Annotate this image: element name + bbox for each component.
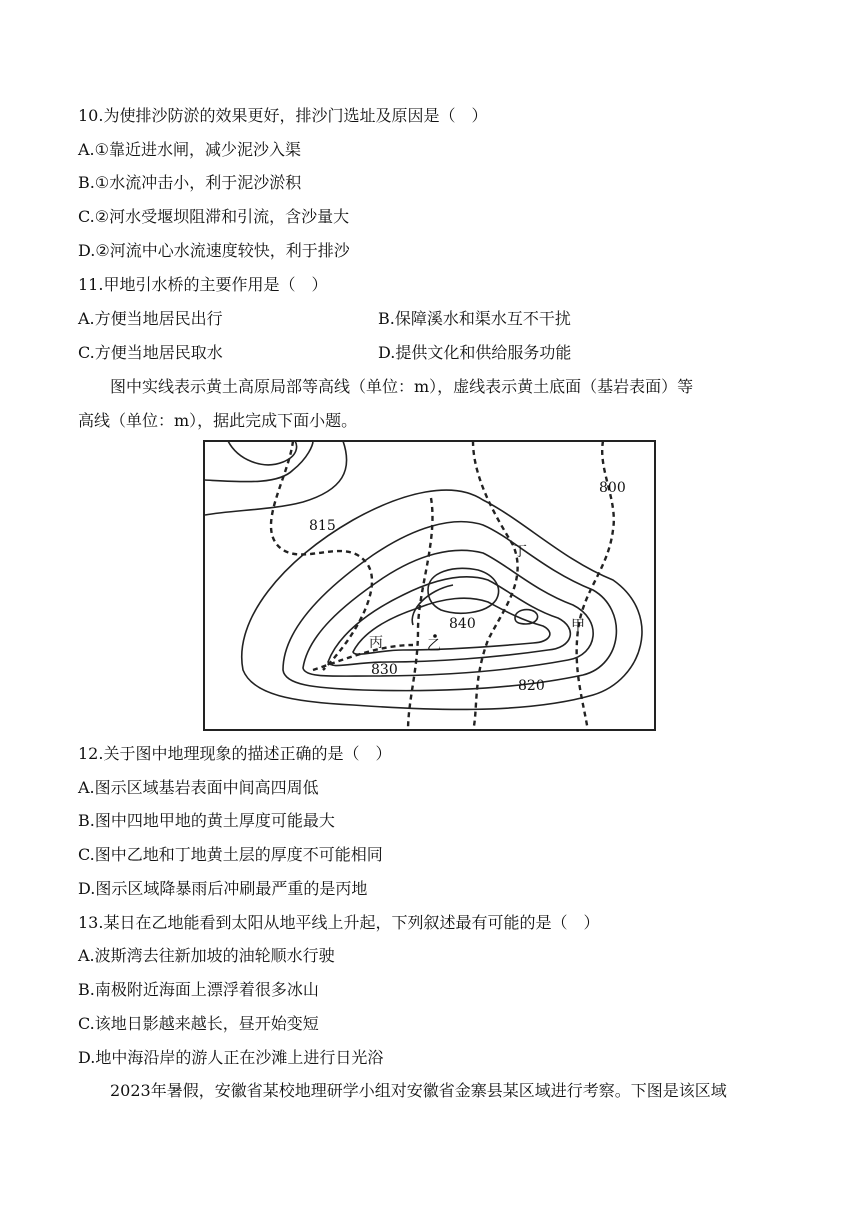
label-800: 800 [599,480,626,496]
label-820: 820 [518,678,545,694]
q11-option-d: D.提供文化和供给服务功能 [378,343,572,362]
q12-option-d: D.图示区域降暴雨后冲刷最严重的是丙地 [78,879,368,898]
q11-option-a: A.方便当地居民出行 [78,309,223,328]
q13-option-b: B.南极附近海面上漂浮着很多冰山 [78,980,319,999]
label-yi: 乙 [427,638,441,654]
q11-option-b: B.保障溪水和渠水互不干扰 [378,309,571,328]
point-yi-marker [433,634,437,638]
q12-option-c: C.图中乙地和丁地黄土层的厚度不可能相同 [78,845,383,864]
map-intro-line2: 高线（单位：m），据此完成下面小题。 [78,411,358,430]
q11-stem: 11.甲地引水桥的主要作用是（ ） [78,275,328,294]
q13-option-a: A.波斯湾去往新加坡的油轮顺水行驶 [78,946,335,965]
study-intro: 2023年暑假，安徽省某校地理研学小组对安徽省金寨县某区域进行考察。下图是该区域 [110,1081,727,1100]
contour-map [203,440,656,731]
q10-option-b: B.①水流冲击小，利于泥沙淤积 [78,173,302,192]
map-intro-line1: 图中实线表示黄土高原局部等高线（单位：m），虚线表示黄土底面（基岩表面）等 [110,377,694,396]
q13-option-c: C.该地日影越来越长，昼开始变短 [78,1014,319,1033]
q12-option-b: B.图中四地甲地的黄土厚度可能最大 [78,811,335,830]
label-bing: 丙 [369,635,383,651]
q10-option-d: D.②河流中心水流速度较快，利于排沙 [78,241,350,260]
q10-stem: 10.为使排沙防淤的效果更好，排沙门选址及原因是（ ） [78,106,488,125]
q10-option-c: C.②河水受堰坝阻滞和引流，含沙量大 [78,207,350,226]
label-815: 815 [309,518,336,534]
label-830: 830 [371,662,398,678]
q12-stem: 12.关于图中地理现象的描述正确的是（ ） [78,744,392,763]
q11-option-c: C.方便当地居民取水 [78,343,223,362]
q10-option-a: A.①靠近进水闸，减少泥沙入渠 [78,140,301,159]
label-840: 840 [449,616,476,632]
q12-option-a: A.图示区域基岩表面中间高四周低 [78,778,319,797]
q13-stem: 13.某日在乙地能看到太阳从地平线上升起，下列叙述最有可能的是（ ） [78,913,600,932]
label-jia: 甲 [571,618,585,634]
label-ding: 丁 [513,544,527,560]
q13-option-d: D.地中海沿岸的游人正在沙滩上进行日光浴 [78,1048,384,1067]
